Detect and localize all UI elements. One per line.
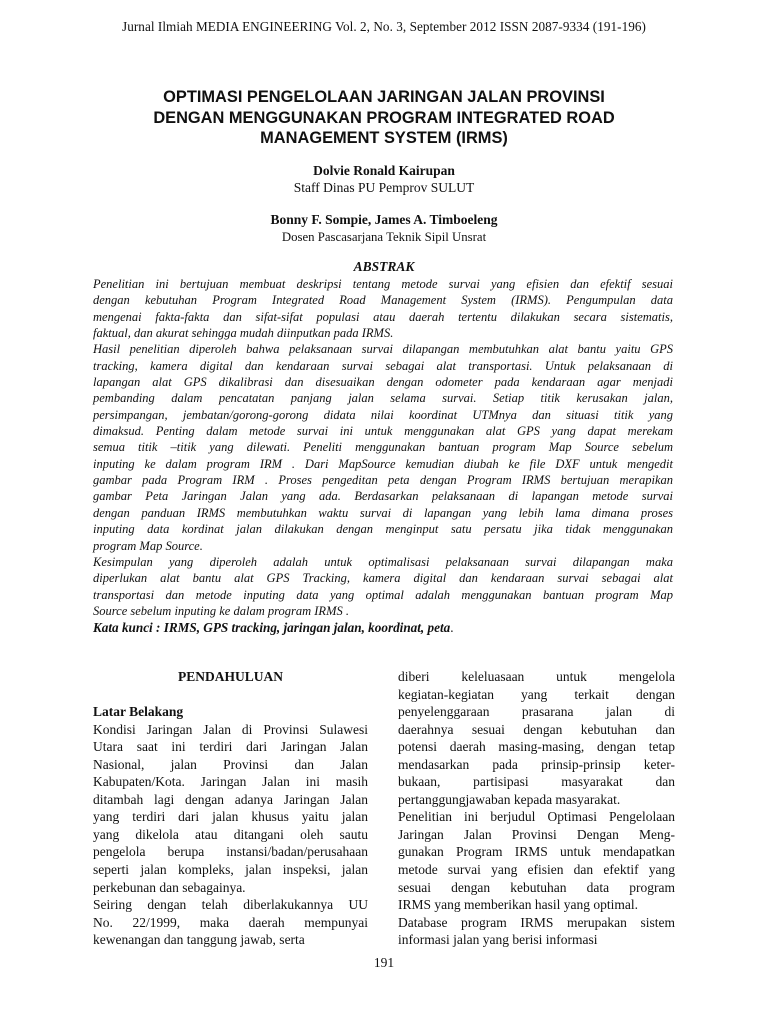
text-line: diperlukan alat bantu alat GPS Tracking, kamera digital dan kendaraan survai sebagai alat [93, 571, 673, 586]
text-line: Penelitian ini bertujuan membuat deskripsi tentang metode survai yang efisien dan efektif sesuai [93, 277, 673, 291]
text-line: Seiring dengan telah diberlakukannya UU [93, 897, 368, 913]
text-line: Database program IRMS merupakan sistem [398, 914, 675, 930]
text-line: seperti jalan kompleks, jalan inspeksi, jalan [93, 862, 368, 878]
title-line: OPTIMASI PENGELOLAAN JARINGAN JALAN PROVINSI [163, 88, 605, 106]
text-line: Kabupaten/Kota. Jaringan Jalan ini masih [93, 774, 368, 790]
text-line: Jaringan Jalan Provinsi Dengan Meng- [398, 826, 675, 842]
left-column [93, 668, 368, 949]
right-column [398, 668, 675, 949]
paragraph [398, 914, 675, 949]
text-line: ditambah lagi dengan adanya Jaringan Jalan [93, 791, 368, 807]
text-line: tracking, kamera digital dan kendaraan survai sebagai alat transportasi. Untuk pelaksanaan di [93, 358, 673, 373]
journal-header: Jurnal Ilmiah MEDIA ENGINEERING Vol. 2, No. 3, September 2012 ISSN 2087-9334 (191-196) [122, 19, 646, 34]
text-line: transportasi dan metode inputing data yang optimal adalah menggunakan bantuan program Map [93, 587, 673, 602]
author-name: Bonny F. Sompie, James A. Timboeleng [270, 212, 498, 227]
abstract-body [93, 276, 673, 619]
text-line: dengan kebutuhan Program Integrated Road Management System (IRMS). Pengumpulan data [93, 293, 673, 308]
text-line: Utara saat ini terdiri dari Jaringan Jalan [93, 739, 368, 755]
text-line: perkebunan dan sebagainya. [93, 879, 246, 895]
text-line: Source sebelum inputing ke dalam program IRMS . [93, 603, 349, 618]
text-line: gambar pada Program IRM . Proses pengeditan peta dengan Program IRMS bertujuan merapikan [93, 473, 673, 488]
text-line: inputing data kordinat jalan dilakukan dengan menginput satu persatu jika tidak menggunakan [93, 522, 673, 537]
text-line: yang terdiri dari jalan khusus yaitu jalan [93, 809, 368, 825]
text-line: gunakan Program IRMS untuk mendapatkan [398, 844, 675, 860]
text-line: gambar Peta Jaringan Jalan yang ada. Berdasarkan pelaksanaan di lapangan metode survai [93, 489, 673, 504]
text-line: informasi jalan yang berisi informasi [398, 932, 598, 948]
text-line: dimaksud. Penting dalam metode survai ini untuk menggunakan alat GPS yang dapat merekam [93, 424, 673, 439]
text-line: IRMS yang memberikan hasil yang optimal. [398, 897, 638, 913]
text-line: kegiatan-kegiatan yang terkait dengan [398, 686, 675, 702]
text-line: Kondisi Jaringan Jalan di Provinsi Sulawesi [93, 721, 368, 737]
text-line: No. 22/1999, maka daerah mempunyai [93, 914, 368, 930]
abstract-heading: ABSTRAK [353, 259, 415, 274]
author-affiliation: Dosen Pascasarjana Teknik Sipil Unsrat [281, 230, 487, 244]
text-line: bukaan, partisipasi masyarakat dan [398, 774, 675, 790]
text-line: inputing ke dalam program IRM . Dari MapSource kemudian diubah ke file DXF untuk mengedit [93, 456, 673, 471]
text-line: persimpangan, jembatan/gorong-gorong didata nilai koordinat UTMnya dan situasi titik yang [93, 407, 673, 422]
text-line: mengenai fakta-fakta dan sifat-sifat populasi atau daerah tertentu dilakukan secara sistematis, [93, 309, 673, 324]
text-line: dengan panduan IRMS membutuhkan waktu survai di lapangan yang lebih lama dimana proses [93, 505, 673, 520]
text-line: sesuai dengan kebutuhan data program [398, 879, 675, 895]
text-line: potensi daerah masing-masing, dengan tetap [398, 739, 675, 755]
section-heading: PENDAHULUAN [177, 669, 283, 684]
author-affiliation: Staff Dinas PU Pemprov SULUT [293, 180, 475, 195]
text-line: mendasarkan pada prinsip-prinsip keter- [398, 756, 675, 772]
author-name: Dolvie Ronald Kairupan [313, 163, 455, 178]
text-line: daerahnya sesuai dengan kebutuhan dan [398, 721, 675, 737]
text-line: pertanggungjawaban kepada masyarakat. [398, 791, 621, 807]
text-line: pembanding dalam pencatatan panjang jalan selama survai. Setiap titik kerusakan jalan, [93, 391, 673, 406]
text-line: metode survai yang efisien dan efektif yang [398, 862, 675, 878]
paragraph [93, 554, 673, 619]
paragraph [398, 668, 675, 808]
text-line: program Map Source. [93, 538, 203, 553]
title-line: MANAGEMENT SYSTEM (IRMS) [260, 129, 508, 147]
paragraph [93, 276, 673, 341]
text-line: penyelenggaraan prasarana jalan di [398, 704, 675, 720]
text-line: faktual, dan akurat sehingga mudah diinputkan pada IRMS. [93, 326, 394, 341]
text-line: Nasional, jalan Provinsi dan Jalan [93, 756, 368, 772]
subheading: Latar Belakang [93, 704, 184, 720]
text-line: Kesimpulan yang diperoleh adalah untuk optimalisasi pelaksanaan survai dilapangan maka [93, 554, 673, 569]
page-number: 191 [373, 955, 395, 970]
text-line: pengelola berupa instansi/badan/perusahaan [93, 844, 368, 860]
text-line: diberi keleluasaan untuk mengelola [398, 669, 675, 684]
paragraph [93, 341, 673, 553]
text-line: Hasil penelitian diperoleh bahwa pelaksanaan survai dilapangan membutuhkan alat bantu yaitu GPS [93, 342, 673, 357]
paper-title [80, 87, 688, 149]
text-line: Penelitian ini berjudul Optimasi Pengelolaan [398, 809, 675, 825]
text-line: lapangan alat GPS dikalibrasi dan disesuaikan dengan odometer pada kendaraan agar menjadi [93, 375, 673, 390]
text-line: yang dikelola atau ditangani oleh sautu [93, 826, 368, 842]
keywords-suffix: . [450, 620, 454, 635]
title-line: DENGAN MENGGUNAKAN PROGRAM INTEGRATED ROAD [153, 108, 615, 127]
paragraph [93, 896, 368, 949]
keywords-text: Kata kunci : IRMS, GPS tracking, jaringan jalan, koordinat, peta [93, 620, 451, 635]
paragraph [93, 721, 368, 896]
left-column-body [93, 721, 368, 949]
text-line: kewenangan dan tanggung jawab, serta [93, 932, 305, 948]
keywords [93, 620, 673, 636]
paragraph [398, 808, 675, 913]
text-line: semua titik –titik yang dilewati. Peneliti menggunakan bantuan program Map Source sebelum [93, 440, 673, 455]
